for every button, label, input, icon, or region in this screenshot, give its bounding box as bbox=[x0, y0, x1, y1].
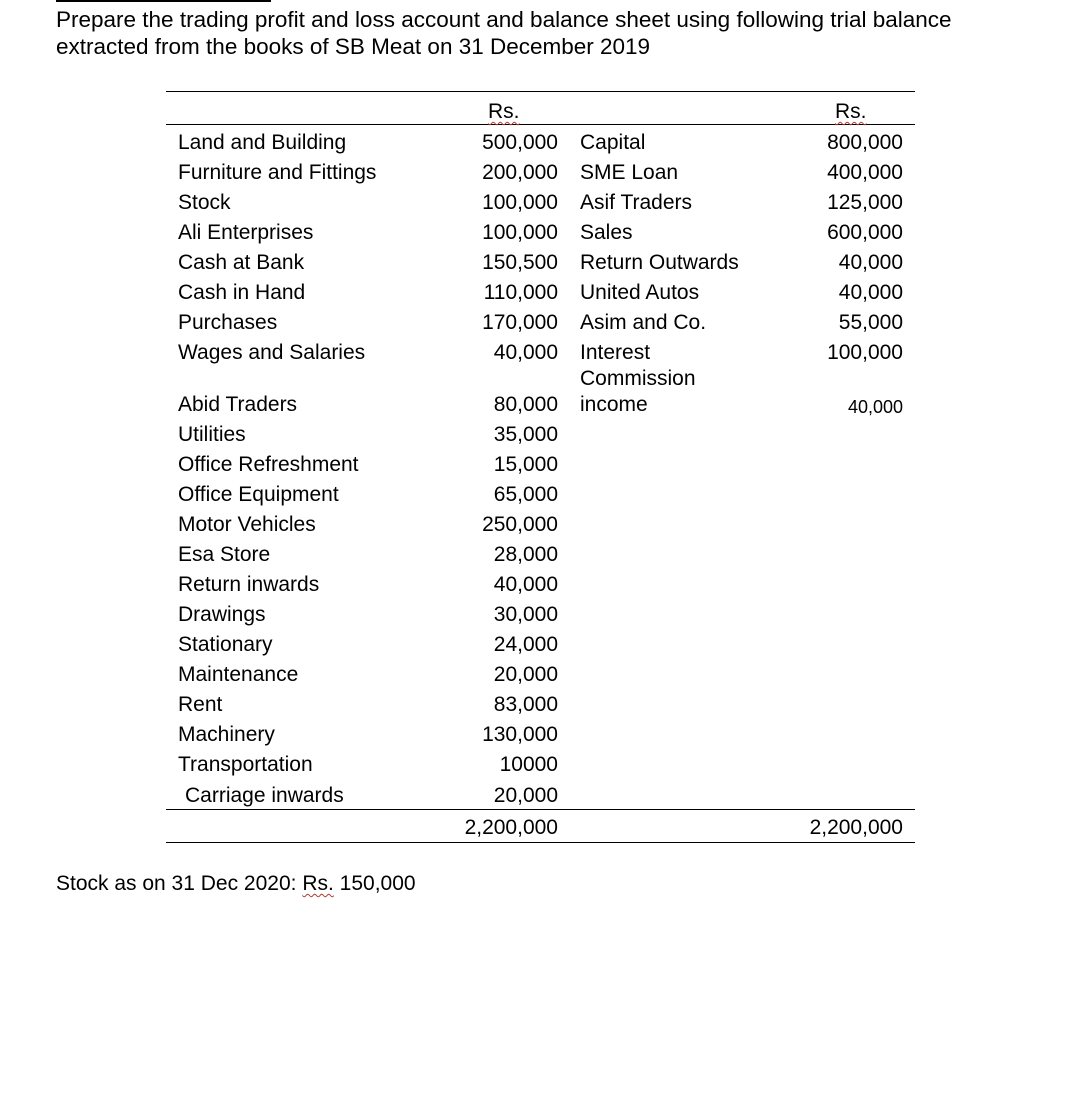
debit-amount: 24,000 bbox=[493, 633, 558, 656]
debit-amount: 65,000 bbox=[493, 483, 558, 506]
debit-amount: 100,000 bbox=[482, 191, 558, 214]
question-heading bbox=[56, 6, 1046, 60]
debit-amount: 250,000 bbox=[482, 513, 558, 536]
debit-amount: 15,000 bbox=[493, 453, 558, 476]
table-top-rule bbox=[166, 91, 915, 92]
credit-amount: 40,000 bbox=[838, 251, 903, 274]
debit-name: Abid Traders bbox=[178, 393, 298, 416]
debit-name: Transportation bbox=[178, 753, 313, 776]
credit-name-line-2: income bbox=[580, 393, 648, 416]
debit-name: Cash at Bank bbox=[178, 251, 305, 274]
closing-stock-value: 150,000 bbox=[333, 872, 416, 895]
debit-amount: 500,000 bbox=[482, 131, 558, 154]
credit-amount: 40,000 bbox=[847, 397, 903, 417]
credit-name-line-1: Commission bbox=[580, 367, 696, 390]
debit-name: Cash in Hand bbox=[178, 281, 306, 304]
debit-amount: 80,000 bbox=[493, 393, 558, 416]
debit-name: Drawings bbox=[178, 603, 266, 626]
credit-amount: 100,000 bbox=[827, 341, 903, 364]
debit-name: Stationary bbox=[178, 633, 273, 656]
debit-amount: 40,000 bbox=[493, 573, 558, 596]
credit-name: Asif Traders bbox=[580, 191, 693, 214]
debit-name: Furniture and Fittings bbox=[178, 161, 377, 184]
total-bottom-rule bbox=[166, 842, 915, 843]
credit-total: 2,200,000 bbox=[809, 816, 903, 839]
closing-stock-currency: Rs. bbox=[302, 872, 334, 895]
credit-amount: 125,000 bbox=[827, 191, 903, 214]
heading-top-rule bbox=[56, 0, 271, 2]
debit-amount: 28,000 bbox=[493, 543, 558, 566]
debit-name: Office Equipment bbox=[178, 483, 339, 506]
debit-name: Rent bbox=[178, 693, 223, 716]
heading-line-2: extracted from the books of SB Meat on 31 December 2019 bbox=[56, 34, 651, 59]
credit-name: United Autos bbox=[580, 281, 700, 304]
debit-name: Esa Store bbox=[178, 543, 271, 566]
credit-amount: 40,000 bbox=[838, 281, 903, 304]
credit-header: Rs. bbox=[835, 100, 867, 123]
debit-amount: 30,000 bbox=[493, 603, 558, 626]
debit-name: Ali Enterprises bbox=[178, 221, 314, 244]
trial-balance-table bbox=[166, 91, 915, 843]
debit-name: Stock bbox=[178, 191, 231, 214]
debit-name: Purchases bbox=[178, 311, 278, 334]
debit-name: Land and Building bbox=[178, 131, 347, 154]
credit-name: SME Loan bbox=[580, 161, 679, 184]
credit-name: Sales bbox=[580, 221, 633, 244]
closing-stock-note bbox=[56, 872, 416, 896]
heading-line-1: Prepare the trading profit and loss account and balance sheet using following trial balance bbox=[56, 7, 952, 32]
debit-name: Return inwards bbox=[178, 573, 320, 596]
debit-amount: 170,000 bbox=[482, 311, 558, 334]
debit-name: Wages and Salaries bbox=[178, 341, 366, 364]
credit-amount: 55,000 bbox=[838, 311, 903, 334]
debit-amount: 200,000 bbox=[482, 161, 558, 184]
debit-name: Carriage inwards bbox=[185, 784, 344, 807]
debit-name: Maintenance bbox=[178, 663, 299, 686]
credit-amount: 800,000 bbox=[827, 131, 903, 154]
debit-amount: 20,000 bbox=[493, 663, 558, 686]
debit-name: Motor Vehicles bbox=[178, 513, 316, 536]
debit-name: Utilities bbox=[178, 423, 246, 446]
credit-name: Interest bbox=[580, 341, 651, 364]
credit-name: Asim and Co. bbox=[580, 311, 707, 334]
debit-amount: 130,000 bbox=[482, 723, 558, 746]
total-top-rule bbox=[166, 809, 915, 810]
debit-amount: 35,000 bbox=[493, 423, 558, 446]
credit-name: Return Outwards bbox=[580, 251, 739, 274]
debit-amount: 20,000 bbox=[493, 784, 558, 807]
credit-amount: 600,000 bbox=[827, 221, 903, 244]
debit-amount: 110,000 bbox=[483, 281, 558, 304]
debit-amount: 10000 bbox=[499, 753, 558, 776]
debit-name: Machinery bbox=[178, 723, 275, 746]
closing-stock-prefix: Stock as on 31 Dec 2020: bbox=[56, 872, 303, 895]
debit-name: Office Refreshment bbox=[178, 453, 359, 476]
credit-name: Capital bbox=[580, 131, 646, 154]
debit-amount: 100,000 bbox=[482, 221, 558, 244]
debit-amount: 150,500 bbox=[482, 251, 558, 274]
debit-header: Rs. bbox=[488, 100, 520, 123]
debit-total: 2,200,000 bbox=[464, 816, 558, 839]
debit-amount: 83,000 bbox=[493, 693, 558, 716]
credit-amount: 400,000 bbox=[827, 161, 903, 184]
header-rule bbox=[166, 124, 915, 125]
debit-amount: 40,000 bbox=[493, 341, 558, 364]
